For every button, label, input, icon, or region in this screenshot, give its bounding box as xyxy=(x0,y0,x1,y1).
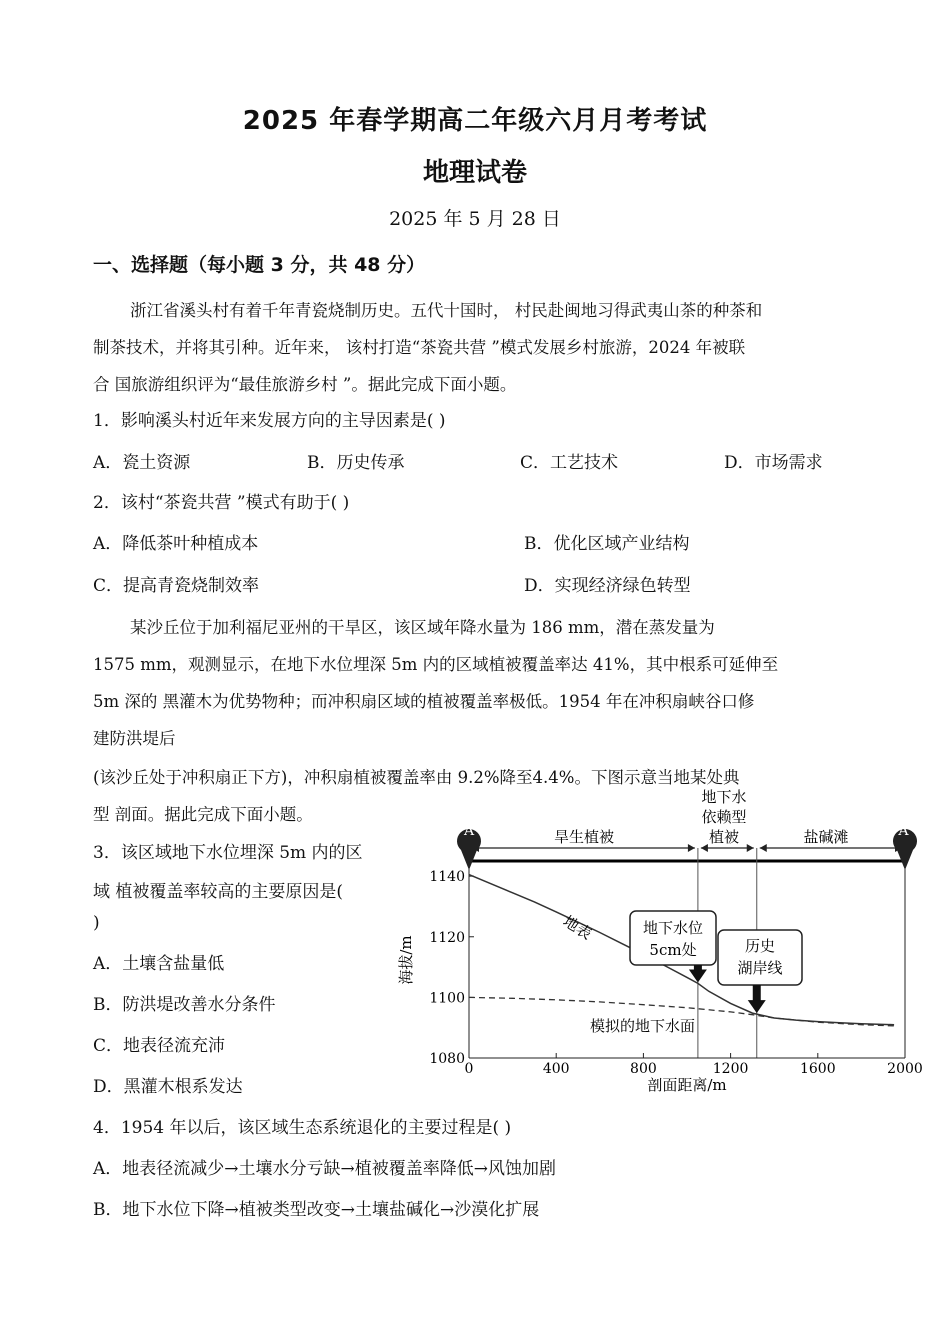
q2-option-c[interactable]: C．提高青瓷烧制效率 xyxy=(93,576,260,596)
y-tick-label: 1140 xyxy=(429,869,465,886)
q2-stem: 2．该村“茶瓷共营 ”模式有助于( ) xyxy=(93,493,350,513)
x-tick-label: 0 xyxy=(464,1061,474,1077)
q4-option-a[interactable]: A．地表径流减少→土壤水分亏缺→植被覆盖率降低→风蚀加剧 xyxy=(93,1159,557,1179)
q1-option-a[interactable]: A．瓷土资源 xyxy=(93,453,191,473)
q2-option-d[interactable]: D．实现经济绿色转型 xyxy=(524,576,691,596)
x-tick-label: 800 xyxy=(630,1061,657,1077)
subject-title: 地理试卷 xyxy=(422,158,527,188)
y-tick-label: 1080 xyxy=(429,1051,465,1067)
passage2-line3: 5m 深的 黑灌木为优势物种；而冲积扇区域的植被覆盖率极低。1954 年在冲积扇峡谷口修 xyxy=(93,692,755,711)
endpoint-label-a: A xyxy=(463,823,475,839)
q1-option-c[interactable]: C．工艺技术 xyxy=(520,453,619,473)
x-axis-label: 剖面距离/m xyxy=(647,1076,727,1094)
groundwater-label: 模拟的地下水面 xyxy=(590,1017,696,1035)
x-tick-label: 1600 xyxy=(799,1061,836,1077)
q3-stem-line3: ) xyxy=(93,913,100,933)
x-tick-label: 400 xyxy=(542,1061,570,1077)
y-tick-label: 1100 xyxy=(429,990,465,1007)
exam-title: 2025 年春学期高二年级六月月考考试 xyxy=(242,106,708,136)
callout-arrow-shaft xyxy=(753,985,761,1001)
passage2-line4: 建防洪堤后 xyxy=(93,729,176,748)
q3-option-c[interactable]: C．地表径流充沛 xyxy=(93,1036,226,1056)
zone-arrow-head xyxy=(701,844,708,852)
callout-shoreline-line2: 湖岸线 xyxy=(737,959,783,977)
section-heading: 一、选择题（每小题 3 分，共 48 分） xyxy=(93,254,426,276)
q4-option-b[interactable]: B．地下水位下降→植被类型改变→土壤盐碱化→沙漠化扩展 xyxy=(93,1200,540,1220)
y-axis-label: 海拔/m xyxy=(397,935,415,985)
q1-stem: 1．影响溪头村近年来发展方向的主导因素是( ) xyxy=(93,411,446,431)
surface-label: 地表 xyxy=(559,912,595,944)
x-tick-label: 2000 xyxy=(887,1061,923,1077)
q1-option-b[interactable]: B．历史传承 xyxy=(307,453,405,473)
q2-option-b[interactable]: B．优化区域产业结构 xyxy=(524,534,690,554)
q4-stem: 4．1954 年以后，该区域生态系统退化的主要过程是( ) xyxy=(93,1118,512,1138)
callout-groundwater-5cm xyxy=(630,911,716,982)
callout-historic-shoreline xyxy=(718,930,802,1013)
callout-arrow-head xyxy=(748,1000,766,1013)
passage2-line2: 1575 mm，观测显示，在地下水位埋深 5m 内的区域植被覆盖率达 41%，其中根系可延伸至 xyxy=(93,655,779,674)
q2-option-a[interactable]: A．降低茶叶种植成本 xyxy=(93,534,259,554)
callout-groundwater-line2: 5cm处 xyxy=(649,941,697,959)
passage1-line2: 制茶技术，并将其引种。近年来， 该村打造“茶瓷共营 ”模式发展乡村旅游，2024 年被联 xyxy=(93,338,746,357)
callout-groundwater-line1: 地下水位 xyxy=(642,919,704,937)
q3-stem-line2: 域 植被覆盖率较高的主要原因是( xyxy=(93,882,344,902)
zone-label-groundwater-line3: 植被 xyxy=(708,828,740,846)
zone-label-groundwater-line2: 依赖型 xyxy=(701,808,747,826)
passage1-line1: 浙江省溪头村有着千年青瓷烧制历史。五代十国时， 村民赴闽地习得武夷山茶的种茶和 xyxy=(130,301,763,320)
q3-stem-line1: 3．该区域地下水位埋深 5m 内的区 xyxy=(93,843,363,863)
q1-option-d[interactable]: D．市场需求 xyxy=(724,453,823,473)
q3-option-d[interactable]: D．黑灌木根系发达 xyxy=(93,1077,243,1097)
y-tick-label: 1120 xyxy=(429,929,465,946)
profile-chart xyxy=(397,782,930,1097)
endpoint-label-a-prime: A′ xyxy=(898,823,912,839)
zone-arrow-head xyxy=(747,844,754,852)
passage2-line6: 型 剖面。据此完成下面小题。 xyxy=(93,805,313,824)
passage2-line5: (该沙丘处于冲积扇正下方)，冲积扇植被覆盖率由 9.2%降至4.4%。下图示意当地某处典 xyxy=(93,768,740,787)
passage2-line1: 某沙丘位于加利福尼亚州的干旱区，该区域年降水量为 186 mm，潜在蒸发量为 xyxy=(130,618,715,637)
q3-option-b[interactable]: B．防洪堤改善水分条件 xyxy=(93,995,276,1015)
zone-label-saline: 盐碱滩 xyxy=(803,828,849,846)
zone-arrow-head xyxy=(688,844,695,852)
callout-shoreline-line1: 历史 xyxy=(744,937,776,955)
x-tick-label: 1200 xyxy=(712,1061,749,1077)
zone-label-groundwater-line1: 地下水 xyxy=(701,788,747,806)
q3-option-a[interactable]: A．土壤含盐量低 xyxy=(93,954,225,974)
zone-arrow-head xyxy=(760,844,767,852)
zone-label-xerophyte: 旱生植被 xyxy=(553,828,615,846)
passage1-line3: 合 国旅游组织评为“最佳旅游乡村 ”。据此完成下面小题。 xyxy=(93,375,517,394)
exam-date: 2025 年 5 月 28 日 xyxy=(389,208,561,230)
